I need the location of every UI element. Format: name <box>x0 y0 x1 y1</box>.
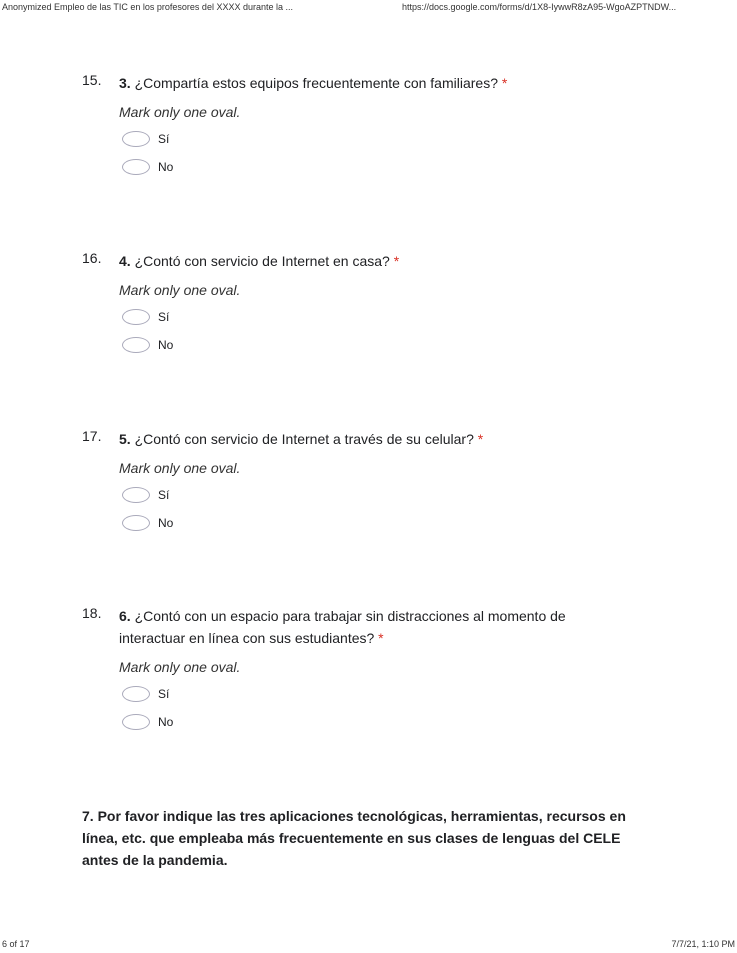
option-no[interactable] <box>122 336 642 354</box>
question-18 <box>82 605 622 731</box>
question-15 <box>82 72 642 176</box>
option-no[interactable] <box>122 158 642 176</box>
question-16 <box>82 250 642 354</box>
required-marker: * <box>477 431 484 447</box>
option-label: Sí <box>158 132 170 146</box>
footer-datetime: 7/7/21, 1:10 PM <box>671 939 735 949</box>
footer-page: 6 of 17 <box>2 939 30 949</box>
option-label: No <box>158 160 174 174</box>
question-number: 17. <box>82 428 102 444</box>
option-si[interactable] <box>122 130 642 148</box>
radio-oval[interactable] <box>122 131 150 147</box>
required-marker: * <box>501 75 508 91</box>
sub-number: 4. <box>119 253 131 269</box>
header-title: Anonymized Empleo de las TIC en los profesores del XXXX durante la ... <box>2 2 293 12</box>
question-text: ¿Contó con un espacio para trabajar sin distracciones al momento de interactuar en línea con sus estudiantes? <box>119 608 566 646</box>
radio-oval[interactable] <box>122 337 150 353</box>
radio-oval[interactable] <box>122 309 150 325</box>
radio-oval[interactable] <box>122 714 150 730</box>
option-label: Sí <box>158 687 170 701</box>
sub-number: 3. <box>119 75 131 91</box>
question-text: ¿Contó con servicio de Internet a través de su celular? <box>130 431 474 447</box>
option-si[interactable] <box>122 486 642 504</box>
hint: Mark only one oval. <box>119 659 241 675</box>
option-si[interactable] <box>122 685 622 703</box>
option-no[interactable] <box>122 514 642 532</box>
sub-number: 5. <box>119 431 131 447</box>
required-marker: * <box>393 253 400 269</box>
question-number: 16. <box>82 250 102 266</box>
hint: Mark only one oval. <box>119 104 241 120</box>
required-marker: * <box>378 630 384 646</box>
question-17 <box>82 428 642 532</box>
question-text: ¿Contó con servicio de Internet en casa? <box>130 253 390 269</box>
hint: Mark only one oval. <box>119 460 241 476</box>
radio-oval[interactable] <box>122 515 150 531</box>
option-label: Sí <box>158 488 170 502</box>
option-label: No <box>158 715 174 729</box>
radio-oval[interactable] <box>122 686 150 702</box>
radio-oval[interactable] <box>122 159 150 175</box>
option-label: No <box>158 516 174 530</box>
question-number: 18. <box>82 605 102 621</box>
option-label: Sí <box>158 310 170 324</box>
section-title: 7. Por favor indique las tres aplicaciones tecnológicas, herramientas, recursos en línea, etc. que empleaba más frecuentemente en sus clases de lenguas del CELE antes de la pandemia. <box>82 808 626 868</box>
sub-number: 6. <box>119 608 131 624</box>
question-number: 15. <box>82 72 102 88</box>
question-text: ¿Compartía estos equipos frecuentemente con familiares? <box>130 75 498 91</box>
hint: Mark only one oval. <box>119 282 241 298</box>
radio-oval[interactable] <box>122 487 150 503</box>
option-no[interactable] <box>122 713 622 731</box>
header-url: https://docs.google.com/forms/d/1X8-IywwR8zA95-WgoAZPTNDW... <box>402 2 677 12</box>
option-si[interactable] <box>122 308 642 326</box>
option-label: No <box>158 338 174 352</box>
